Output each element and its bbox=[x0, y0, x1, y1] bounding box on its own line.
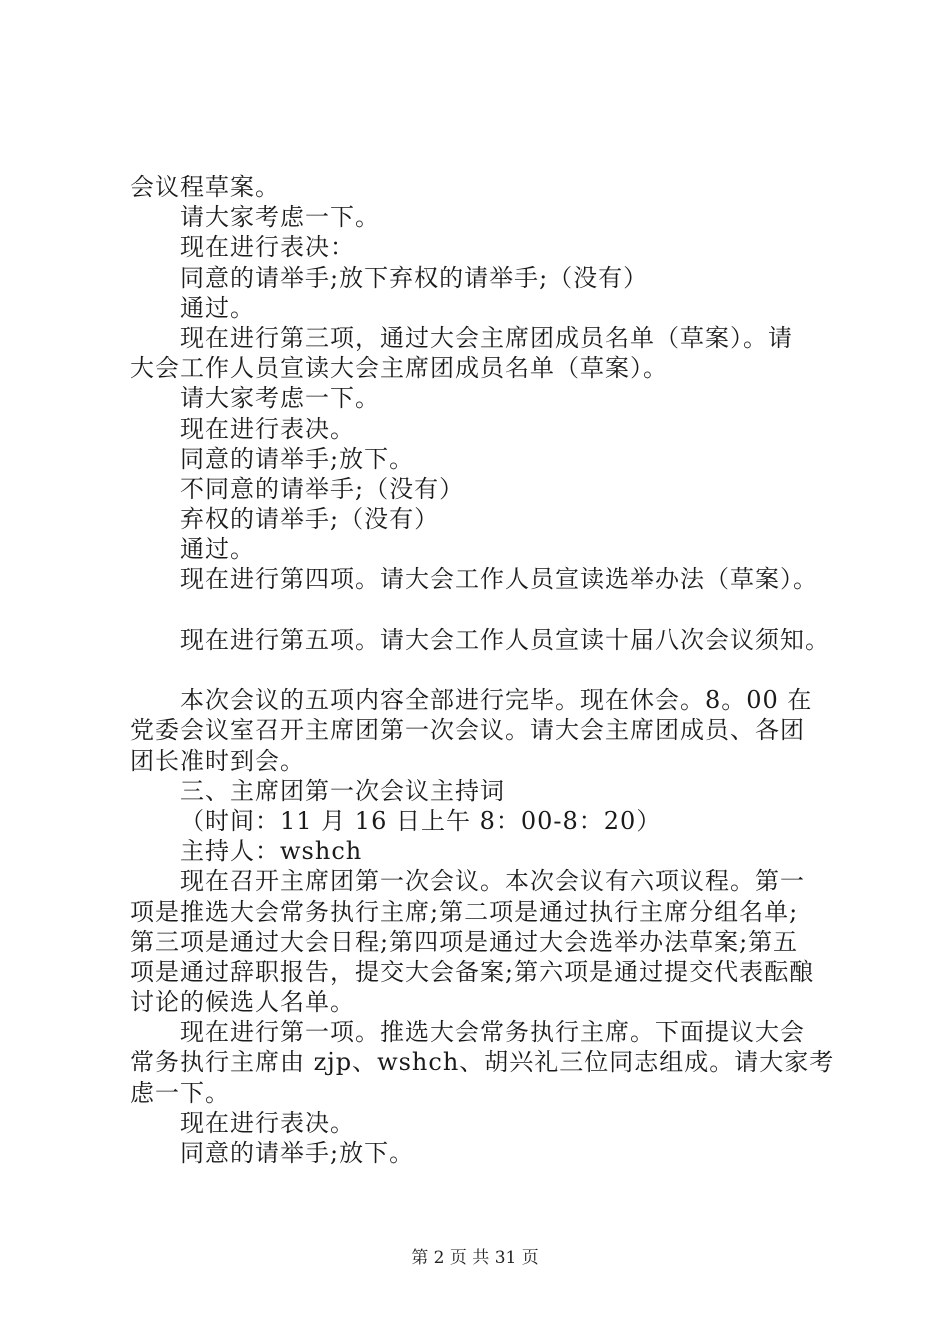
text-line: 大会工作人员宣读大会主席团成员名单（草案）。 bbox=[130, 354, 668, 383]
text-line: 通过。 bbox=[180, 535, 255, 564]
text-line: 第三项是通过大会日程;第四项是通过大会选举办法草案;第五 bbox=[130, 927, 799, 956]
text-line: 不同意的请举手;（没有） bbox=[180, 474, 465, 503]
page-footer: 第 2 页 共 31 页 bbox=[411, 1248, 539, 1268]
blank-line bbox=[130, 595, 830, 625]
text-line: 现在进行第三项，通过大会主席团成员名单（草案）。请 bbox=[180, 323, 793, 352]
text-line: 同意的请举手;放下。 bbox=[180, 1139, 415, 1167]
text-line: 党委会议室召开主席团第一次会议。请大会主席团成员、各团 bbox=[130, 716, 805, 745]
text-line: 主持人：wshch bbox=[180, 837, 363, 866]
text-line: 请大家考虑一下。 bbox=[180, 384, 380, 413]
text-line: 同意的请举手;放下。 bbox=[180, 444, 415, 473]
text-line: 会议程草案。 bbox=[130, 173, 280, 201]
text-line: 现在进行表决。 bbox=[180, 1108, 355, 1137]
blank-line bbox=[130, 655, 830, 685]
text-line: 本次会议的五项内容全部进行完毕。现在休会。8。00 在 bbox=[180, 686, 813, 715]
text-line: （时间：11 月 16 日上午 8：00-8：20） bbox=[180, 806, 662, 835]
text-line: 现在进行表决： bbox=[180, 233, 355, 262]
section-heading: 三、主席团第一次会议主持词 bbox=[180, 776, 505, 805]
text-line: 同意的请举手;放下弃权的请举手;（没有） bbox=[180, 263, 649, 292]
text-line: 请大家考虑一下。 bbox=[180, 203, 380, 232]
text-line: 现在进行第一项。推选大会常务执行主席。下面提议大会 bbox=[180, 1018, 805, 1047]
text-line: 弃权的请举手;（没有） bbox=[180, 505, 440, 534]
text-line: 虑一下。 bbox=[130, 1078, 230, 1107]
text-line: 现在进行表决。 bbox=[180, 414, 355, 443]
text-line: 讨论的候选人名单。 bbox=[130, 988, 355, 1017]
text-line: 项是推选大会常务执行主席;第二项是通过执行主席分组名单; bbox=[130, 897, 799, 926]
document-body bbox=[130, 172, 835, 1168]
text-line: 通过。 bbox=[180, 293, 255, 322]
text-line: 常务执行主席由 zjp、wshch、胡兴礼三位同志组成。请大家考 bbox=[130, 1048, 835, 1077]
text-line: 团长准时到会。 bbox=[130, 746, 305, 775]
text-line: 现在进行第五项。请大会工作人员宣读十届八次会议须知。 bbox=[180, 625, 830, 654]
text-line: 现在进行第四项。请大会工作人员宣读选举办法（草案）。 bbox=[180, 565, 818, 594]
text-line: 现在召开主席团第一次会议。本次会议有六项议程。第一 bbox=[180, 867, 805, 896]
text-line: 项是通过辞职报告，提交大会备案;第六项是通过提交代表酝酿 bbox=[130, 957, 815, 986]
